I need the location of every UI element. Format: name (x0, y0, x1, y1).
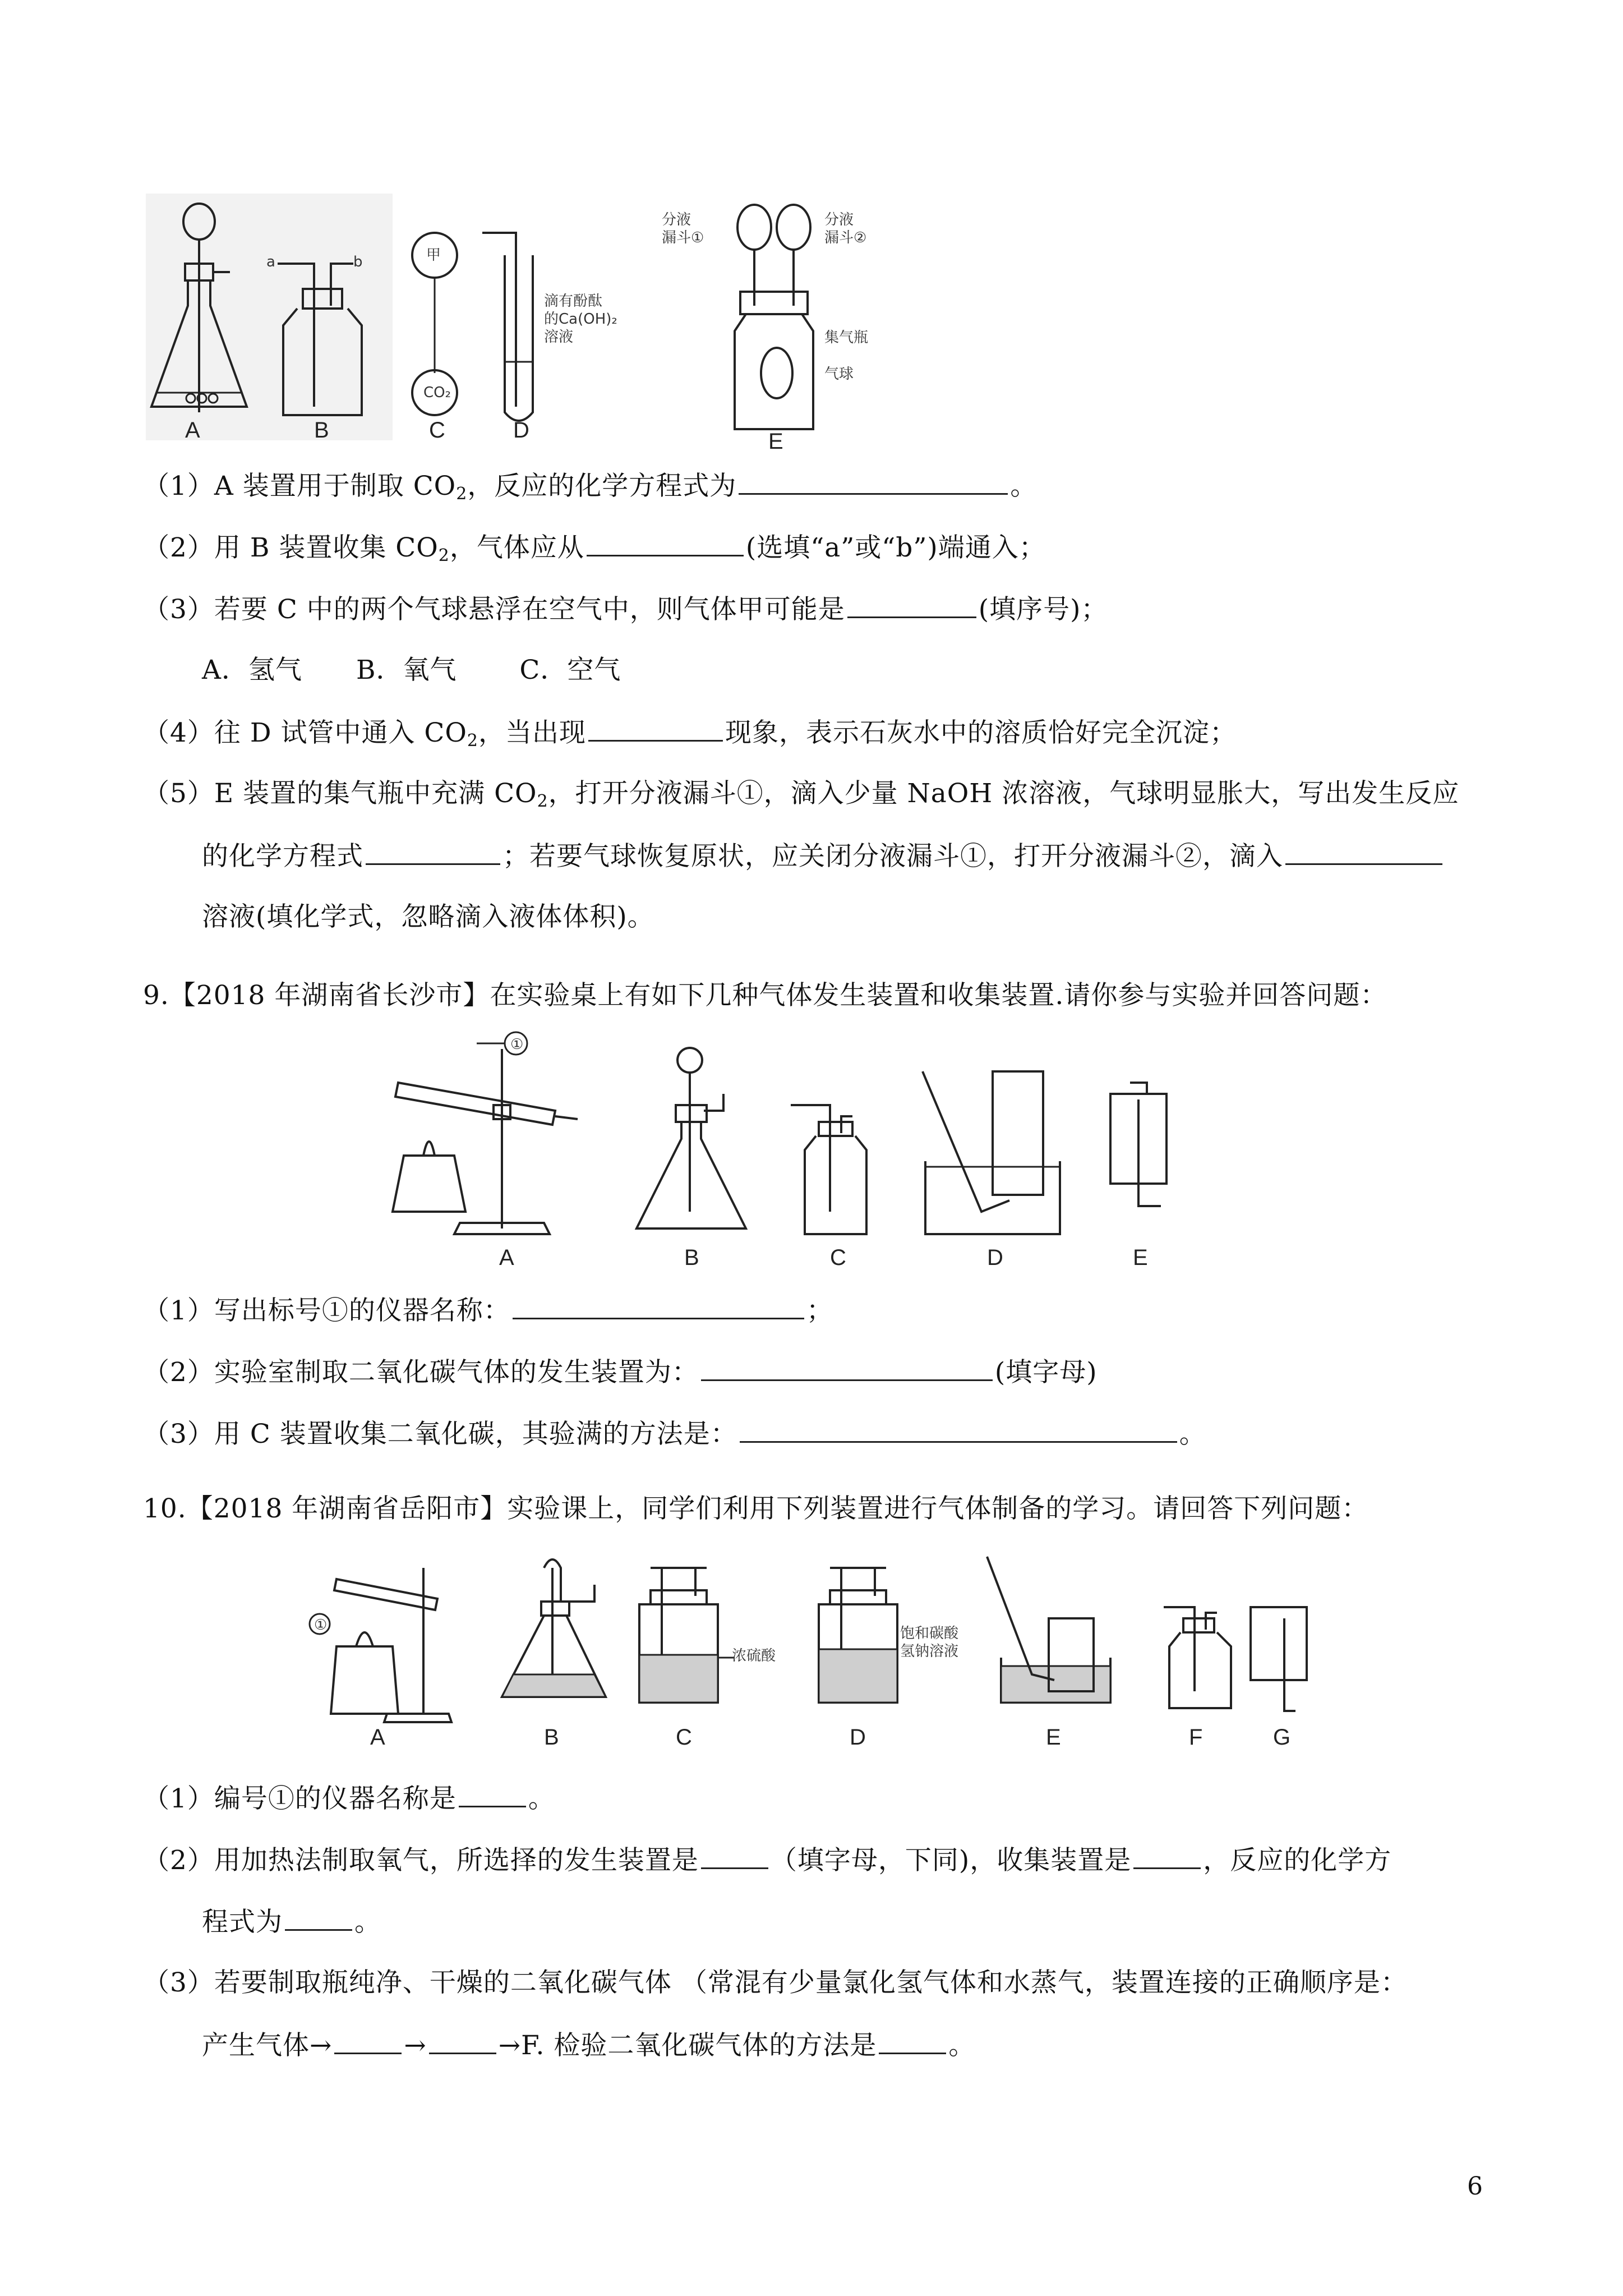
answer-blank[interactable] (334, 2028, 402, 2054)
q9-label-c: C (830, 1245, 846, 1270)
q10-label-d: D (850, 1725, 866, 1750)
fig8-label-c: C (429, 418, 445, 443)
fig8-label-a: A (185, 418, 200, 443)
answer-blank[interactable] (701, 1843, 768, 1869)
q10-part-1: （1）编号①的仪器名称是 。 (143, 1781, 555, 1816)
answer-blank[interactable] (740, 1416, 1177, 1443)
q10-part-2b: 程式为 。 (202, 1904, 381, 1939)
q9-label-d: D (987, 1245, 1003, 1270)
q10-part-3b: 产生气体→ → →F. 检验二氧化碳气体的方法是 。 (202, 2028, 975, 2063)
q10-apparatus-e (987, 1557, 1110, 1703)
q8-part-5c: 溶液(填化学式，忽略滴入液体体积)。 (202, 901, 654, 932)
q10-part-2a: （2）用加热法制取氧气，所选择的发生装置是 （填字母，下同)，收集装置是 ，反应的化学方 (143, 1843, 1391, 1878)
q9-stem: 9.【2018 年湖南省长沙市】在实验桌上有如下几种气体发生装置和收集装置.请你参与实验并回答问题： (143, 980, 1387, 1011)
q9-label-e: E (1133, 1245, 1148, 1270)
q8-part-5b: 的化学方程式 ；若要气球恢复原状，应关闭分液漏斗①，打开分液漏斗②，滴入 (202, 839, 1445, 873)
figure-q9-apparatus (387, 1027, 1239, 1273)
fig8-label-e: E (768, 429, 783, 452)
q9-part-2: （2）实验室制取二氧化碳气体的发生装置为： (填字母) (143, 1355, 1098, 1389)
q10-apparatus-f (1164, 1607, 1231, 1708)
q9-mark: ① (510, 1036, 524, 1053)
port-b-label: b (353, 254, 363, 270)
q8-part-1: （1）A 装置用于制取 $CO_2$，反应的化学方程式为 。 (143, 468, 1037, 511)
q9-apparatus-a (393, 1032, 578, 1234)
fig8-label-d: D (513, 418, 529, 443)
q8-part-4: （4）往 D 试管中通入 $CO_2$，当出现 现象，表示石灰水中的溶质恰好完全沉淀； (143, 715, 1237, 758)
q10-label-e: E (1046, 1725, 1061, 1750)
e-right-1: 分液 (824, 211, 854, 228)
q9-apparatus-e (1110, 1083, 1166, 1206)
port-a-label: a (266, 254, 275, 270)
e-bottle-label: 集气瓶 (824, 329, 869, 346)
d-note-1: 滴有酚酞 (544, 293, 603, 310)
apparatus-c (412, 233, 457, 415)
q8-part-2: （2）用 B 装置收集 $CO_2$，气体应从 (选填“a”或“b”)端通入； (143, 530, 1046, 573)
e-balloon-label: 气球 (824, 366, 854, 383)
figure-q10-apparatus (303, 1545, 1329, 1753)
q10-label-g: G (1273, 1725, 1291, 1750)
d-note-2: 的Ca(OH)₂ (544, 311, 617, 328)
answer-blank[interactable] (429, 2028, 496, 2054)
answer-blank[interactable] (285, 1904, 352, 1931)
answer-blank[interactable] (879, 2028, 946, 2054)
q9-label-b: B (684, 1245, 699, 1270)
q10-label-a: A (370, 1725, 385, 1750)
q10-stem: 10.【2018 年湖南省岳阳市】实验课上，同学们利用下列装置进行气体制备的学习。请回答下列问题： (143, 1493, 1369, 1524)
q8-part-3: （3）若要 C 中的两个气球悬浮在空气中，则气体甲可能是 (填序号)； (143, 592, 1108, 627)
page-number: 6 (1467, 2172, 1483, 2201)
q10-apparatus-b (502, 1559, 606, 1697)
q10-apparatus-c (639, 1568, 776, 1703)
figure-q8-apparatus (146, 194, 639, 452)
c-note: 浓硫酸 (732, 1648, 776, 1664)
e-left-1: 分液 (662, 211, 691, 228)
q10-apparatus-g (1251, 1607, 1307, 1711)
q9-part-1: （1）写出标号①的仪器名称： ； (143, 1293, 833, 1328)
q9-apparatus-d (923, 1071, 1060, 1234)
answer-blank[interactable] (739, 468, 1008, 495)
d-note-2: 氢钠溶液 (900, 1643, 959, 1660)
apparatus-e (662, 205, 868, 429)
q8-options: A．氢气 B．氧气 C．空气 (202, 655, 621, 685)
q10-label-c: C (676, 1725, 692, 1750)
q9-label-a: A (499, 1245, 514, 1270)
answer-blank[interactable] (847, 592, 976, 618)
q9-apparatus-b (637, 1048, 746, 1228)
answer-blank[interactable] (1133, 1843, 1201, 1869)
figure-q8-apparatus-e (656, 194, 897, 452)
e-left-2: 漏斗① (662, 229, 704, 246)
d-note-3: 溶液 (544, 329, 574, 346)
answer-blank[interactable] (366, 839, 500, 865)
q9-apparatus-c (791, 1105, 866, 1234)
balloon-top-label: 甲 (426, 247, 441, 264)
answer-blank[interactable] (513, 1293, 804, 1319)
q9-part-3: （3）用 C 装置收集二氧化碳，其验满的方法是： 。 (143, 1416, 1206, 1451)
fig8-label-b: B (314, 418, 329, 443)
e-right-2: 漏斗② (824, 229, 867, 246)
q10-apparatus-d (819, 1568, 959, 1703)
answer-blank[interactable] (588, 715, 723, 742)
q10-label-b: B (544, 1725, 559, 1750)
answer-blank[interactable] (1285, 839, 1442, 865)
q10-mark: ① (314, 1617, 328, 1634)
answer-blank[interactable] (587, 530, 744, 556)
apparatus-d (482, 233, 617, 421)
balloon-bottom-label: CO₂ (423, 384, 451, 401)
q8-part-5a: （5）E 装置的集气瓶中充满 $CO_2$，打开分液漏斗①，滴入少量 NaOH 浓溶液，气球明显胀大，写出发生反应 (143, 778, 1460, 811)
q10-apparatus-a (310, 1568, 451, 1722)
answer-blank[interactable] (701, 1355, 993, 1381)
answer-blank[interactable] (459, 1781, 526, 1807)
q10-label-f: F (1189, 1725, 1203, 1750)
d-note-1: 饱和碳酸 (900, 1625, 959, 1642)
q10-part-3a: （3）若要制取瓶纯净、干燥的二氧化碳气体 （常混有少量氯化氢气体和水蒸气，装置连接的正确顺序是： (143, 1967, 1408, 1998)
